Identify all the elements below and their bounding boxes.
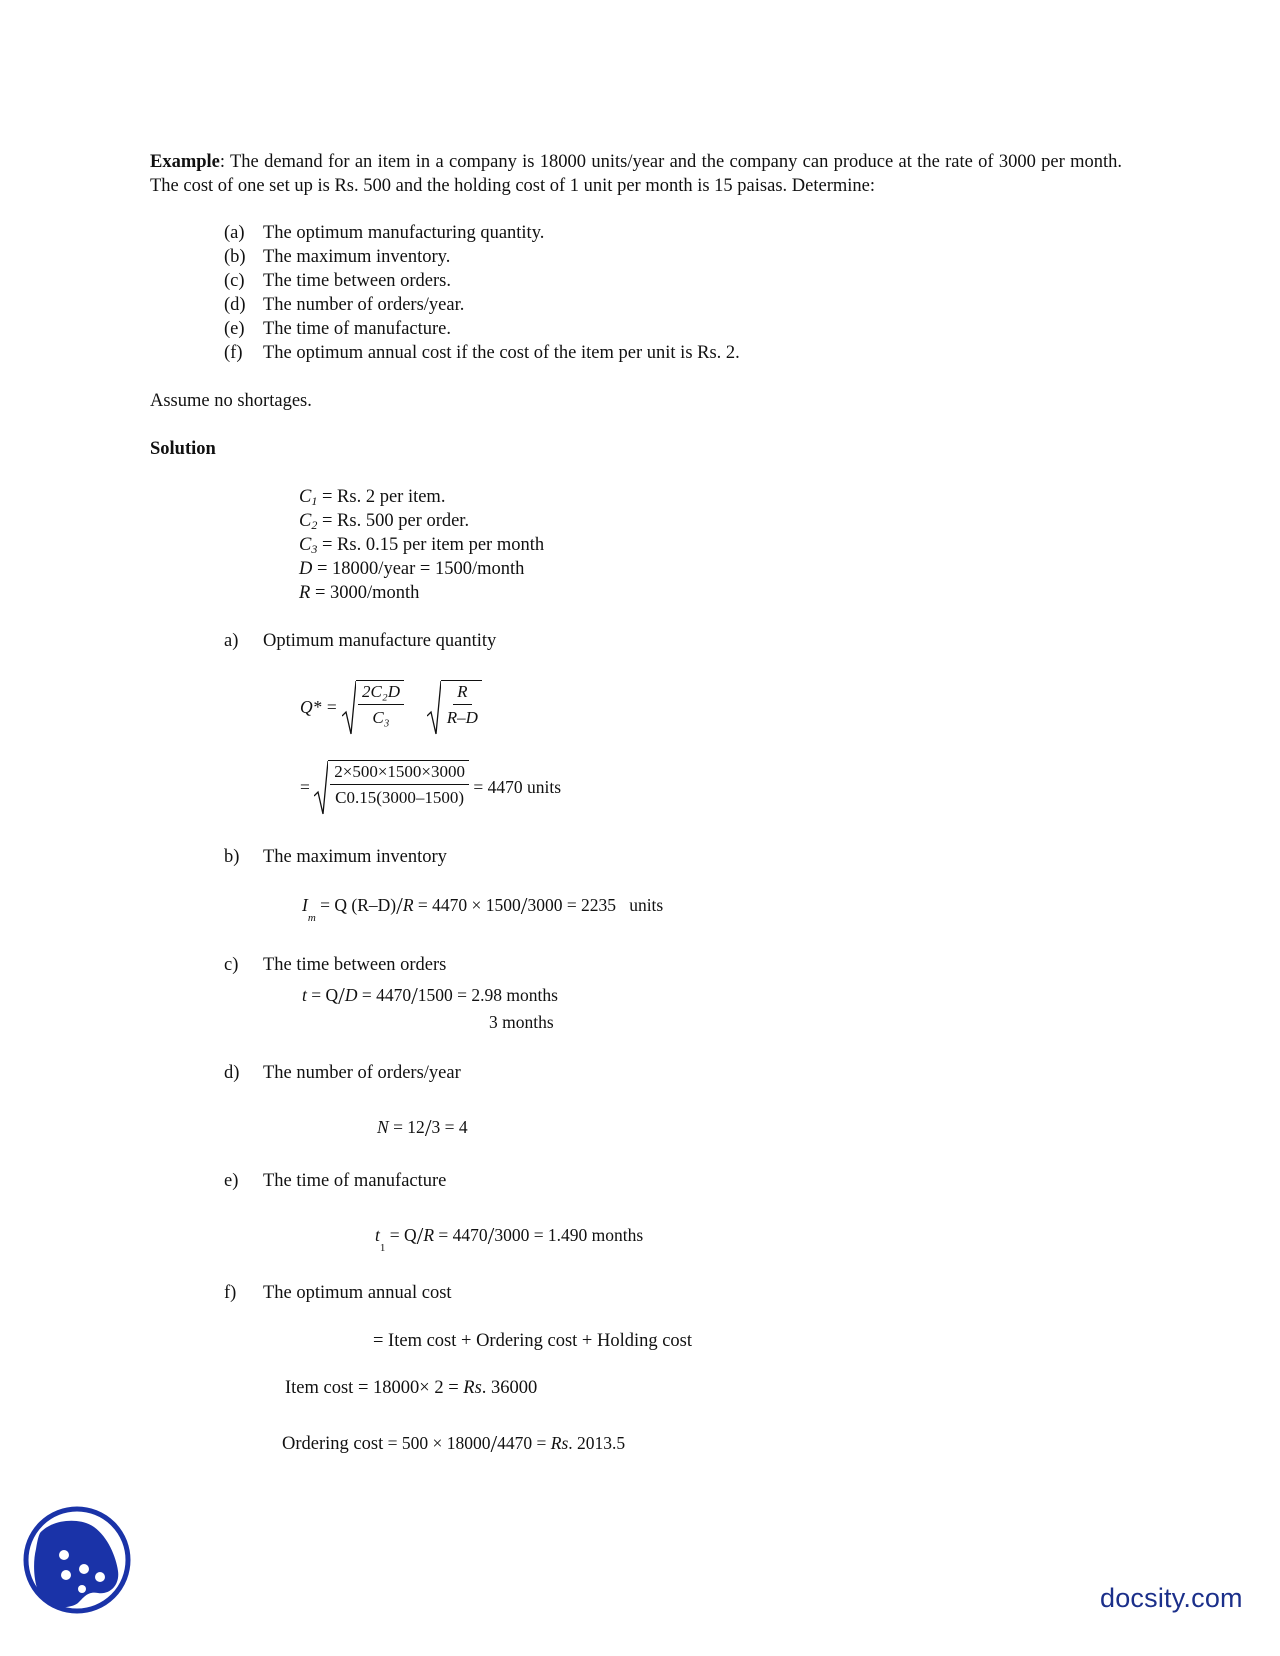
formula-q-star: Q* = $\frac{\text{2C₂D}}{\text{C₃}}$ $\frac{R}{R-D}$ <box>300 680 482 736</box>
formula-time-of-manufacture: $t_1 = Q/R = 4470/3000 = 1.490$ months <box>375 1224 644 1254</box>
formula-q-value: = $\frac{2\times 500\times 1500\times 3000}{C0.15(3000-1500)}$ = 4470 units <box>300 760 561 816</box>
given-d: D = 18000/year = 1500/month <box>299 559 525 579</box>
assumption-text: Assume no shortages. <box>150 391 312 411</box>
sqrt-symbol: $\frac{\text{2C₂D}}{\text{C₃}}$ <box>342 680 404 736</box>
time-between-rounded: 3 months <box>489 1012 554 1032</box>
part-d-heading: d) The number of orders/year <box>224 1063 461 1083</box>
given-c2: $C_2 = Rs$. 500 per order. <box>299 511 470 532</box>
example-label: Example <box>150 152 220 172</box>
list-item: (f) The optimum annual cost if the cost of the item per unit is Rs. 2. <box>224 343 740 363</box>
formula-max-inventory: $I_m = Q$ (R–D)/R = 4470 × 1500/3000 = 2235 units <box>302 894 664 924</box>
list-item: (b) The maximum inventory. <box>224 247 451 267</box>
docsity-brand-link[interactable]: docsity.com <box>1100 1583 1243 1613</box>
given-r: R = 3000/month <box>299 583 420 603</box>
annual-cost-breakdown: = Item cost + Ordering cost + Holding cost <box>373 1331 693 1351</box>
docsity-logo-icon <box>22 1505 132 1622</box>
example-paragraph <box>150 150 1122 198</box>
solution-heading: Solution <box>150 439 216 459</box>
sqrt-symbol: $\frac{R}{R-D}$ <box>427 680 482 736</box>
list-item: (d) The number of orders/year. <box>224 295 465 315</box>
sqrt-symbol: $\frac{2\times 500\times 1500\times 3000}{C0.15(3000-1500)}$ <box>314 760 469 816</box>
part-e-heading: e) The time of manufacture <box>224 1171 447 1191</box>
part-c-heading: c) The time between orders <box>224 955 447 975</box>
list-item: (a) The optimum manufacturing quantity. <box>224 223 545 243</box>
example-text: : The demand for an item in a company is 18000 units/year and the company can produce at the rate of 3000 per month. The cost of one set up is Rs. 500 and the holding cost of 1 unit per month is 15 paisas. Determine: <box>150 152 1122 196</box>
list-item: (c) The time between orders. <box>224 271 452 291</box>
list-item: (e) The time of manufacture. <box>224 319 451 339</box>
part-f-heading: f) The optimum annual cost <box>224 1283 452 1303</box>
formula-orders-per-year: N = 12/3 = 4 <box>377 1116 468 1142</box>
item-cost-line: Item cost = 18000× 2 = Rs. 36000 <box>285 1378 538 1398</box>
given-c3: $C_3 = Rs$. 0.15 per item per month <box>299 535 545 556</box>
ordering-cost-line: Ordering cost = 500 × 18000/4470 = Rs. 2013.5 <box>282 1432 626 1458</box>
given-c1: $C_1 = Rs$. 2 per item. <box>299 487 446 508</box>
part-a-heading: a) Optimum manufacture quantity <box>224 631 497 651</box>
part-b-heading: b) The maximum inventory <box>224 847 447 867</box>
formula-time-between: t = Q/D = 4470/1500 = 2.98 months <box>302 984 558 1010</box>
